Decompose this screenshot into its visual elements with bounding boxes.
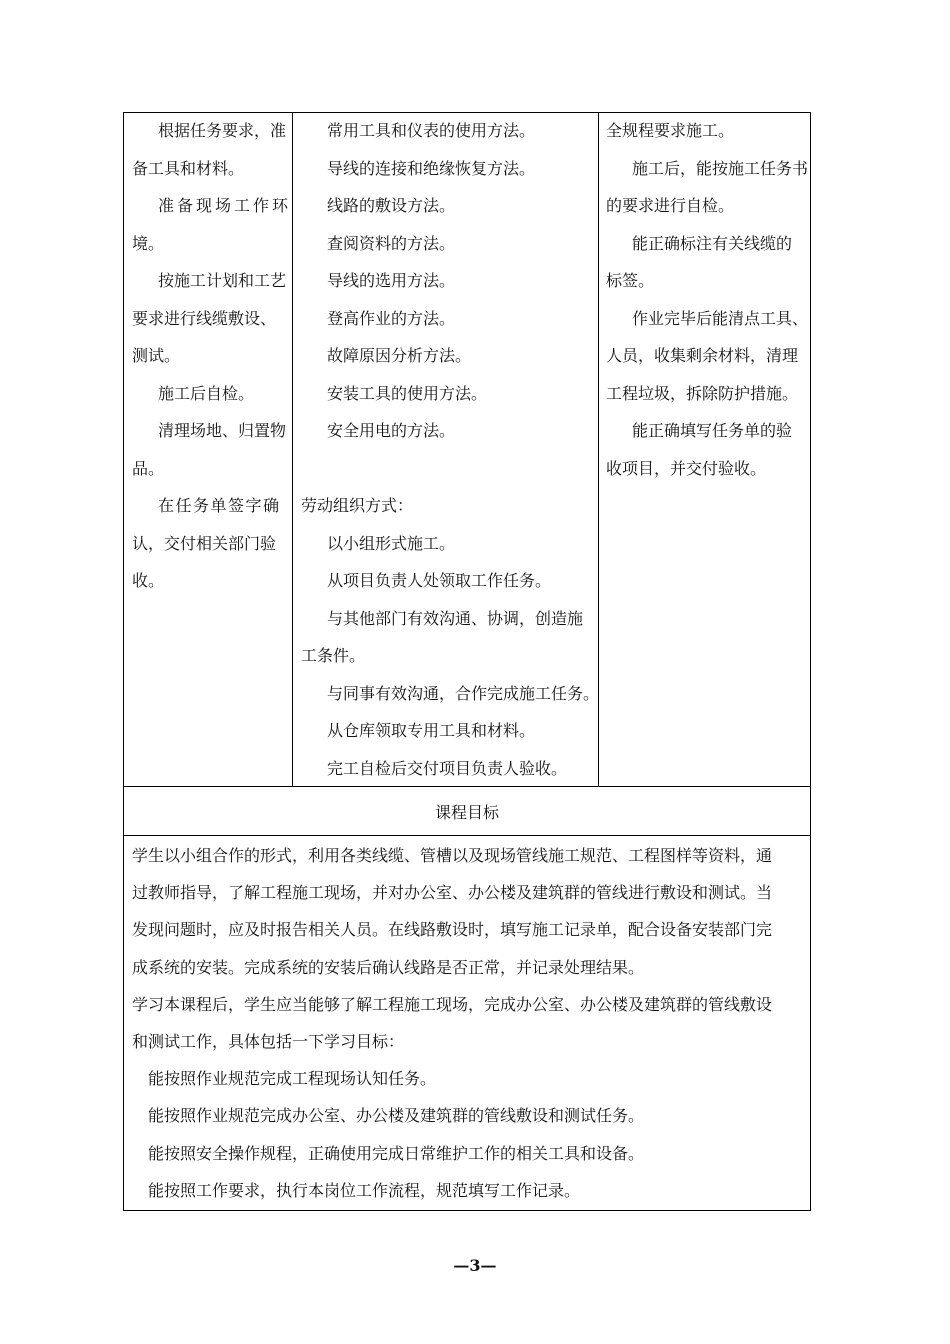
text-line: 清理场地、归置物 bbox=[158, 421, 287, 440]
text-line: 以小组形式施工。 bbox=[327, 533, 456, 553]
text-line: 境。 bbox=[132, 233, 165, 253]
text-line: 认，交付相关部门验 bbox=[132, 533, 277, 553]
text-line: 要求进行线缆敷设、 bbox=[132, 308, 277, 328]
text-line: 的要求进行自检。 bbox=[606, 196, 735, 215]
text-line: 工条件。 bbox=[301, 646, 366, 665]
text-line: 常用工具和仪表的使用方法。 bbox=[327, 121, 536, 140]
methods-column bbox=[301, 112, 599, 787]
text-line: 能按照安全操作规程，正确使用完成日常维护工作的相关工具和设备。 bbox=[148, 1143, 645, 1163]
text-line: 故障原因分析方法。 bbox=[327, 346, 472, 365]
text-line: 劳动组织方式： bbox=[301, 496, 414, 515]
text-line: 安全用电的方法。 bbox=[327, 421, 456, 440]
text-line: 全规程要求施工。 bbox=[606, 121, 735, 140]
text-line: 学生以小组合作的形式，利用各类线缆、管槽以及现场管线施工规范、工程图样等资料，通 bbox=[132, 846, 773, 865]
text-line: 从项目负责人处领取工作任务。 bbox=[327, 571, 552, 590]
text-line: 标签。 bbox=[606, 271, 655, 290]
page-number: —3— bbox=[453, 1256, 497, 1275]
text-line: 在任务单签字确 bbox=[158, 496, 281, 515]
text-line: 工程垃圾，拆除防护措施。 bbox=[606, 383, 799, 403]
text-line: 导线的选用方法。 bbox=[327, 271, 456, 290]
text-line: 能按照作业规范完成工程现场认知任务。 bbox=[148, 1069, 437, 1089]
text-line: 导线的连接和绝缘恢复方法。 bbox=[327, 158, 536, 178]
text-line: 学习本课程后，学生应当能够了解工程施工现场，完成办公室、办公楼及建筑群的管线敷设 bbox=[132, 994, 773, 1014]
text-line: 收。 bbox=[132, 571, 165, 590]
text-line: 登高作业的方法。 bbox=[327, 308, 456, 328]
text-line: 发现问题时，应及时报告相关人员。在线路敷设时，填写施工记录单，配合设备安装部门完 bbox=[132, 920, 773, 940]
text-line: 能正确填写任务单的验 bbox=[632, 421, 793, 440]
text-line: 作业完毕后能清点工具、 bbox=[632, 308, 809, 328]
objectives-body bbox=[132, 837, 804, 1209]
text-line: 安装工具的使用方法。 bbox=[327, 383, 488, 403]
row-divider bbox=[123, 835, 811, 836]
column-divider bbox=[292, 112, 293, 786]
text-line: 成系统的安装。完成系统的安装后确认线路是否正常，并记录处理结果。 bbox=[132, 957, 645, 977]
text-line: 备工具和材料。 bbox=[132, 158, 245, 178]
work-steps-column bbox=[132, 112, 291, 600]
text-line: 施工后，能按施工任务书 bbox=[632, 158, 809, 178]
text-line: 能按照工作要求，执行本岗位工作流程，规范填写工作记录。 bbox=[148, 1180, 581, 1200]
blank-line bbox=[301, 450, 599, 488]
requirements-column bbox=[606, 112, 808, 487]
text-line: 能正确标注有关线缆的 bbox=[632, 233, 793, 253]
section-heading: 课程目标 bbox=[434, 803, 499, 822]
text-line: 测试。 bbox=[132, 346, 181, 365]
text-line: 收项目，并交付验收。 bbox=[606, 458, 767, 478]
text-line: 查阅资料的方法。 bbox=[327, 233, 456, 253]
text-line: 准备现场工作环 bbox=[158, 196, 292, 215]
text-line: 施工后自检。 bbox=[158, 383, 255, 403]
text-line: 从仓库领取专用工具和材料。 bbox=[327, 721, 536, 740]
text-line: 根据任务要求，准 bbox=[158, 121, 287, 140]
text-line: 按施工计划和工艺 bbox=[158, 271, 287, 290]
text-line: 与同事有效沟通，合作完成施工任务。 bbox=[327, 683, 600, 703]
text-line: 完工自检后交付项目负责人验收。 bbox=[327, 758, 568, 778]
text-line: 线路的敷设方法。 bbox=[327, 196, 456, 215]
text-line: 与其他部门有效沟通、协调，创造施 bbox=[327, 608, 584, 628]
text-line: 能按照作业规范完成办公室、办公楼及建筑群的管线敷设和测试任务。 bbox=[148, 1106, 645, 1126]
text-line: 和测试工作，具体包括一下学习目标： bbox=[132, 1032, 405, 1052]
text-line: 过教师指导，了解工程施工现场，并对办公室、办公楼及建筑群的管线进行敷设和测试。当 bbox=[132, 883, 773, 903]
text-line: 品。 bbox=[132, 458, 165, 478]
text-line: 人员，收集剩余材料，清理 bbox=[606, 346, 799, 365]
